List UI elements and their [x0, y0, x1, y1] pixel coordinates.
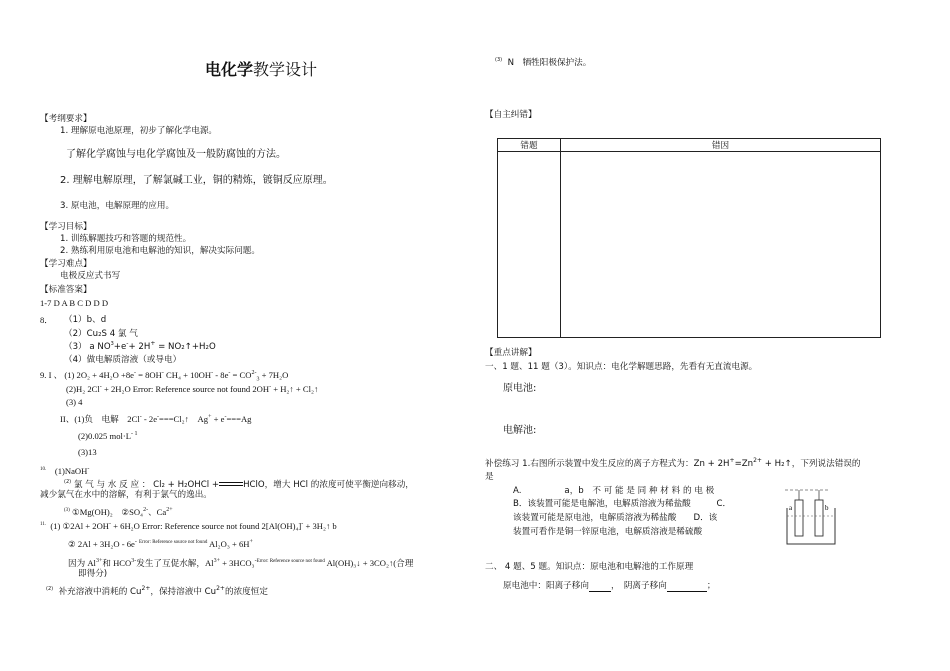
q9-line-1: 9. I 、 (1) 2O₂ + 4H₂O +8e- = 8OH- $CH_4 + 10OH^- - 8e^- = CO^{2-}_3 + 7H_2O$ [40, 370, 289, 383]
error-correction-table [497, 138, 881, 338]
top-note: $^{(3)}$ N 牺牲阳极保护法。 [495, 57, 592, 68]
kagang-item-4: 3. 原电池，电解原理的应用。 [60, 201, 175, 211]
q8-label: 8． [40, 315, 53, 325]
table-header-wrong-question: 错题 [498, 139, 561, 152]
q8-2: （2）Cu₂S 4 氯 气 [64, 329, 138, 339]
nandian-heading: 【学习难点】 [40, 259, 92, 269]
table-cell-wrong-question[interactable] [498, 152, 561, 338]
q10-line-4: $^{(3)}$ ①Mg(OH)₂ ②SO₄$^{2-}$、$Ca^{2+}$ [64, 506, 173, 517]
q10-line-2: $^{(2)}$ 氯 气 与 水 反 应 ： Cl₂ + H₂OHCl + HClO，增大 HCl 的浓度可使平衡逆向移动， [64, 479, 414, 490]
option-d: 装置可看作是铜一锌原电池，电解质溶液是稀硫酸 [513, 527, 703, 537]
kagang-item-3: 2. 理解电解原理，了解氯碱工业，铜的精炼，镀铜反应原理。 [60, 175, 333, 186]
nandian-item: 电极反应式书写 [60, 271, 121, 281]
yuandianchi-label: 原电池: [503, 383, 537, 394]
blank-cation[interactable] [589, 591, 611, 592]
q11-line-5: $^{(2)}$ 补充溶液中消耗的 $Cu^{2+}$，保持溶液中 $Cu^{2+}$的浓度恒定 [46, 585, 268, 597]
dianjiechi-label: 电解池: [503, 425, 537, 436]
table-cell-error-reason[interactable] [561, 152, 881, 338]
q11-line-1: $^{11.}$ (1) ①2Al + 2OH- + 6H₂O Error: Reference source not found 2[Al(OH)₄]- + 3H₂↑ b [40, 520, 337, 531]
zizhu-heading: 【自主纠错】 [485, 110, 537, 120]
answers-heading: 【标准答案】 [40, 285, 92, 295]
q8-1: （1）b、d [64, 315, 107, 325]
kagang-heading: 【考纲要求】 [40, 114, 92, 124]
mubiao-heading: 【学习目标】 [40, 222, 92, 232]
q11-line-2: ② 2Al + 3H₂O - 6e- $^{Error: Reference source not found}$ Al₂O₃ + 6H+ [68, 538, 253, 549]
option-a: A. a，b 不 可 能 是 同 种 材 料 的 电 极 [513, 486, 715, 496]
q9-II-1: II、(1)负 电解 2Cl- - 2e-===Cl₂↑ Ag+ + e-===Ag [60, 414, 252, 424]
q11-line-4: 即得分) [78, 569, 108, 579]
q8-4: （4）做电解质溶液（或导电） [64, 355, 182, 365]
q9-line-3: (3) 4 [66, 397, 83, 407]
title-rest: 教学设计 [253, 60, 318, 79]
key-point-1: 一、1 题、11 题（3）。知识点：电化学解题思路，先看有无直流电源。 [485, 362, 758, 372]
electrode-b-label: b [825, 504, 829, 512]
q9-II-2: (2)0.025 $mol\cdot L^{- 1}$ [78, 431, 138, 441]
title-bold: 电化学 [205, 60, 254, 79]
mubiao-item-1: 1. 训练解题技巧和答题的规范性。 [60, 234, 192, 244]
key-point-2: 二、 4 题、5 题。知识点：原电池和电解池的工作原理 [485, 562, 694, 572]
mubiao-item-2: 2. 熟练利用原电池和电解池的知识，解决实际问题。 [60, 246, 260, 256]
zhongdian-heading: 【重点讲解】 [485, 348, 537, 358]
electrode-a-label: a [789, 504, 793, 512]
answer-1-7: 1-7 D A B C D D D [40, 298, 109, 308]
option-c: 该装置可能是原电池，电解质溶液为稀盐酸 D．该 [513, 513, 718, 523]
key-point-2-fill: 原电池中：阳离子移向 ， 阴离子移向 ； [503, 581, 716, 591]
practice-question: 补偿练习 1.右图所示装置中发生反应的离子方程式为：$Zn + 2H^+=Zn^{2+}$ + H₂↑，下列说法错误的 [485, 457, 861, 469]
q11-line-3: 因为 $Al^{3+}$和 $HCO^{3-}$发生了互促水解，$Al^{3+} + 3HCO_3^{-Error: Reference source not found}$ Al(OH)₃↓ + 3CO₂↑(合理 [68, 557, 414, 568]
option-b: B．该装置可能是电解池，电解质溶液为稀盐酸 C． [513, 499, 732, 509]
table-header-error-reason: 错因 [561, 139, 881, 152]
kagang-item-1: 1. 理解原电池原理，初步了解化学电源。 [60, 126, 218, 136]
page-title [205, 60, 317, 80]
kagang-item-2: 了解化学腐蚀与电化学腐蚀及一般防腐蚀的方法。 [66, 149, 286, 160]
equilibrium-arrow-icon [219, 481, 243, 487]
practice-question-end: 是 [485, 472, 494, 482]
electrolysis-apparatus-diagram [783, 486, 843, 548]
q9-line-2: (2)H₂ 2Cl- + 2H₂O Error: Reference source not found 2OH- + H₂↑ + Cl₂↑ [66, 384, 319, 394]
q10-line-3: 减少氯气在水中的溶解，有利于氯气的逸出。 [40, 490, 212, 500]
blank-anion[interactable] [667, 591, 707, 592]
q10-line-1: $^{10.}$ (1)NaOH- [40, 465, 90, 476]
q8-3: （3） a $NO_3+e^-+ 2H^+$ = NO₂↑+H₂O [64, 340, 216, 352]
q9-II-3: (3)13 [78, 447, 97, 457]
